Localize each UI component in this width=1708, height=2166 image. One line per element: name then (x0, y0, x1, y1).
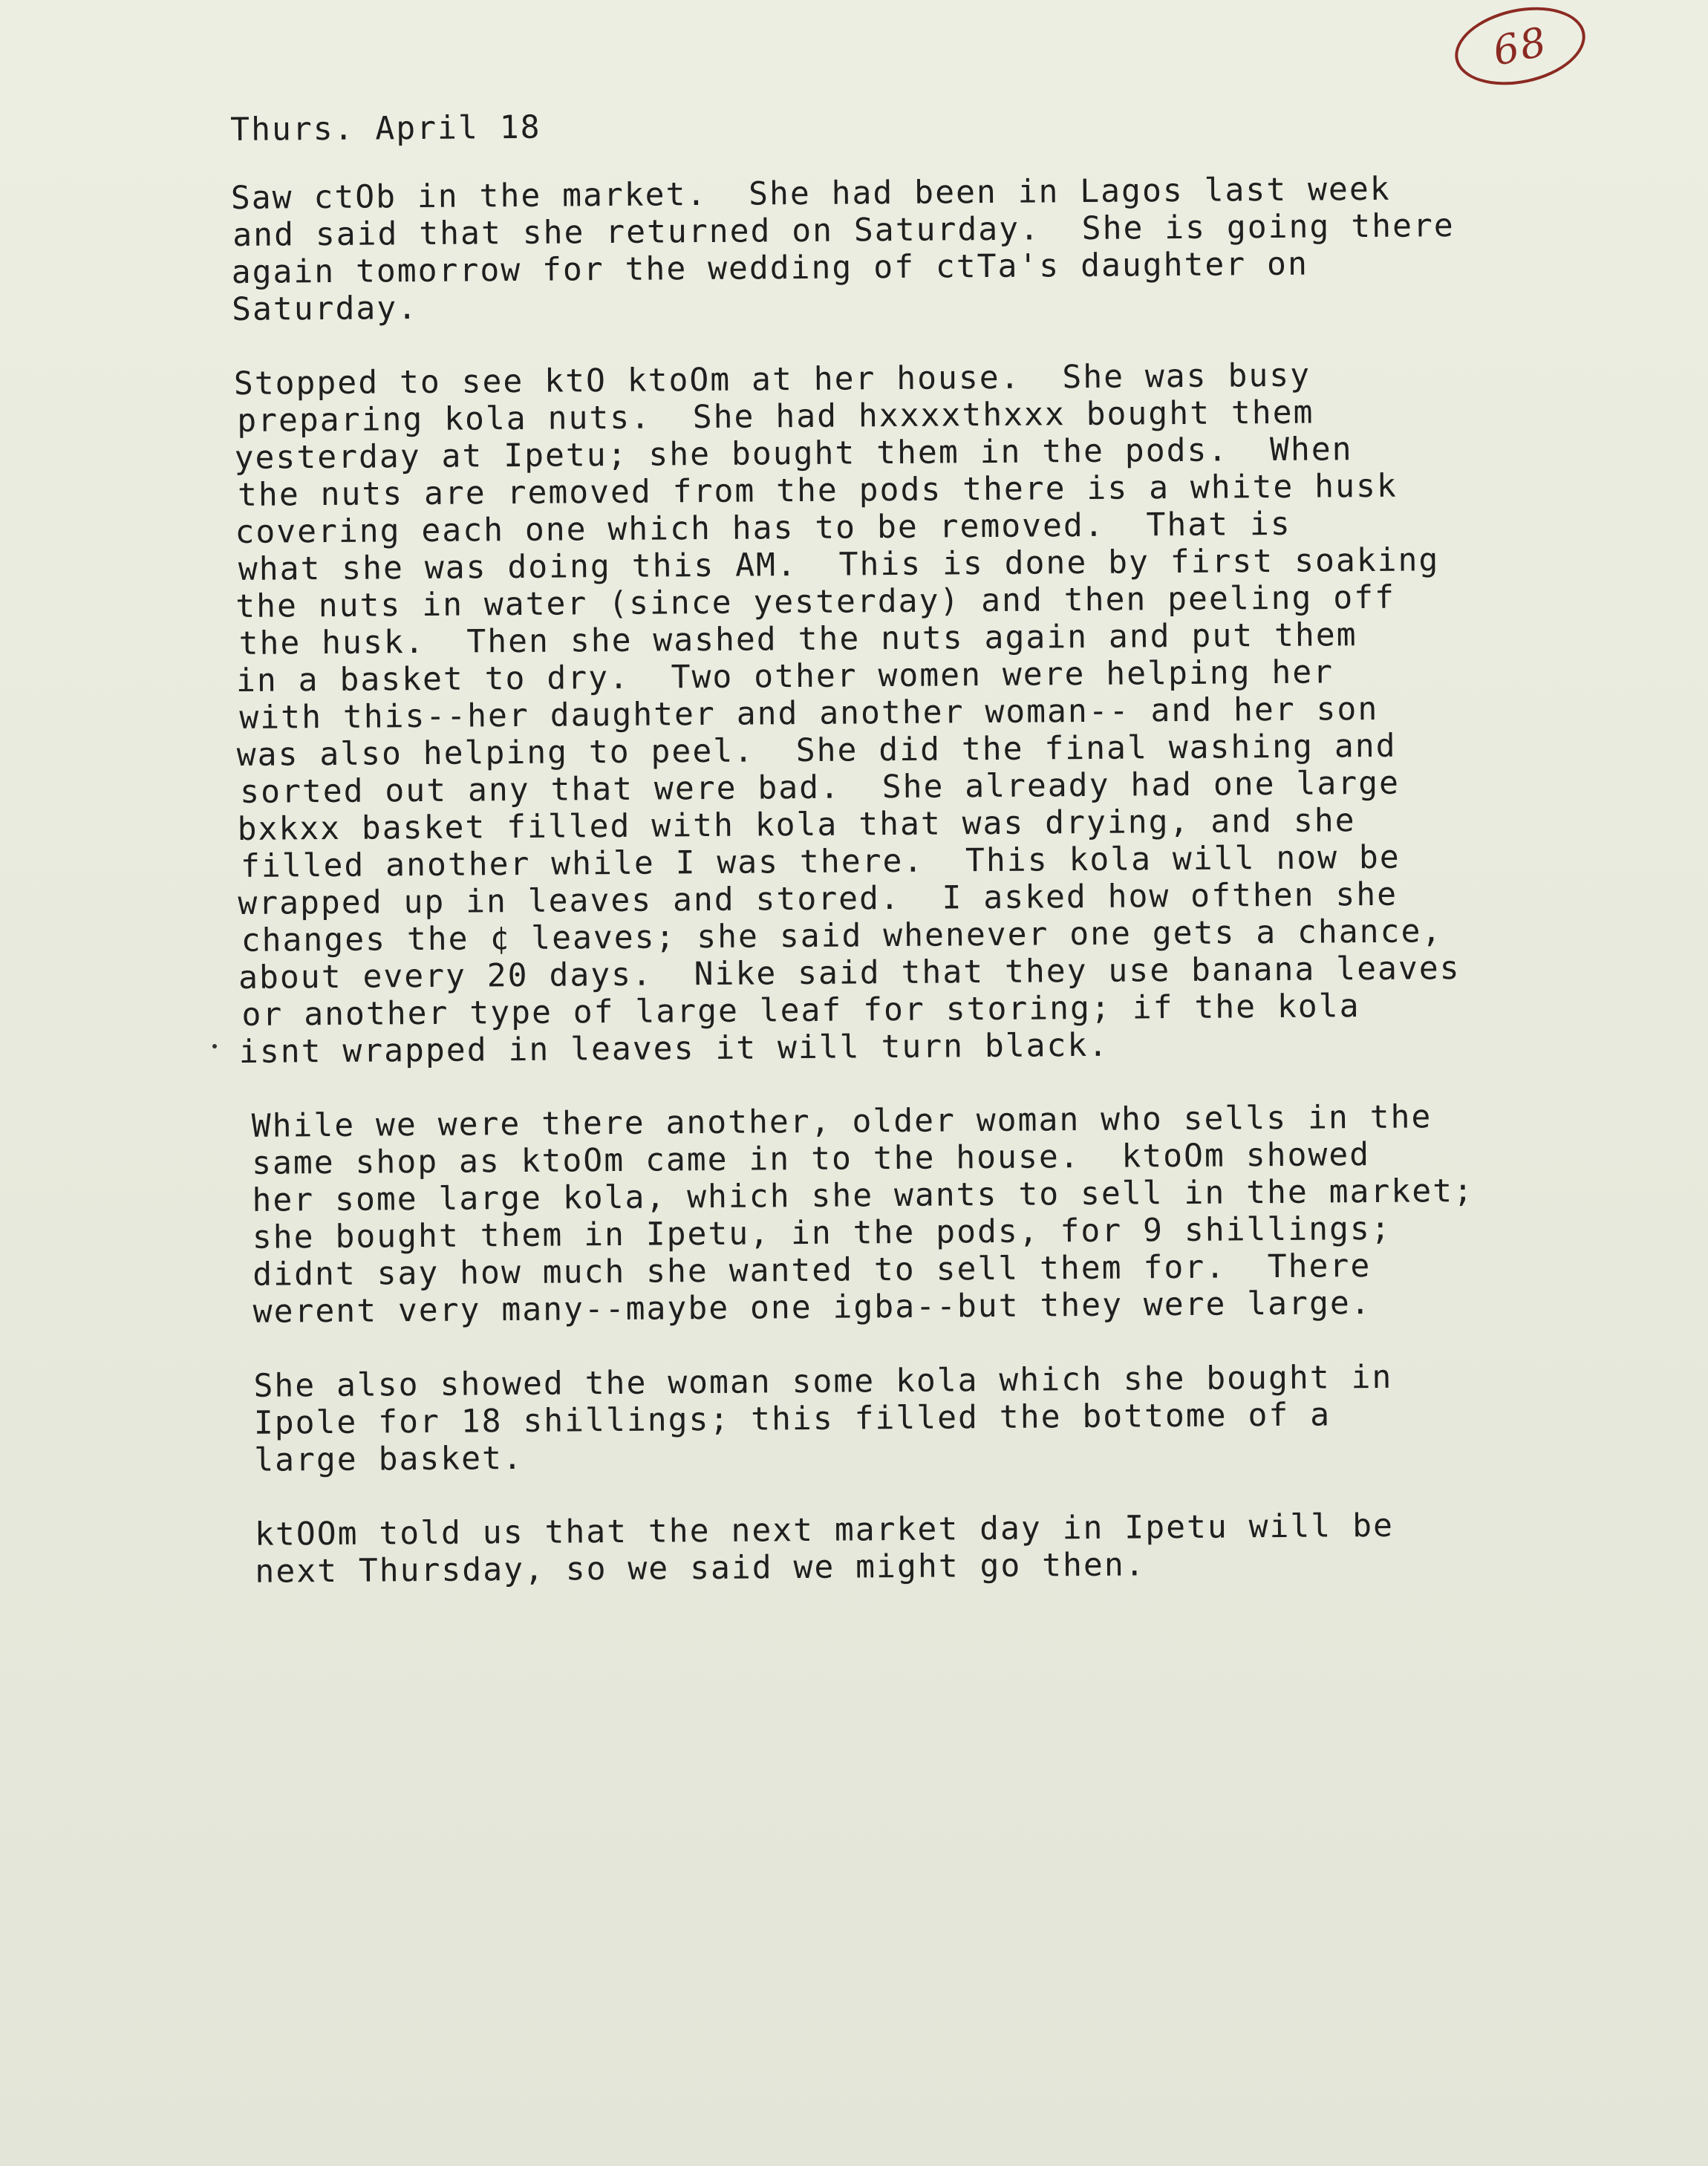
text-line: bxkxx basket filled with kola that was drying, and she (237, 802, 1356, 848)
text-line: was also helping to peel. She did the final washing and (236, 727, 1397, 774)
paragraph-4 (253, 1357, 1637, 1479)
text-line: wrapped up in leaves and stored. I asked how ofthen she (238, 875, 1398, 922)
text-line: her some large kola, which she wants to sell in the market; (252, 1172, 1475, 1219)
page-number: 68 (1488, 17, 1552, 75)
text-line: same shop as ktoOm came in to the house. ktoOm showed (251, 1135, 1371, 1182)
text-line: covering each one which has to be removed. That is (235, 505, 1291, 551)
text-line: isnt wrapped in leaves it will turn black. (238, 1026, 1109, 1071)
text-line: large basket. (254, 1439, 524, 1479)
text-line: While we were there another, older woman who sells in the (251, 1098, 1432, 1145)
text-line: Ipole for 18 shillings; this filled the bottome of a (253, 1396, 1331, 1442)
text-line: or another type of large leaf for storing; if the kola (241, 988, 1360, 1034)
text-line: didnt say how much she wanted to sell them for. There (252, 1247, 1372, 1294)
text-line: with this--her daughter and another woman-- and her son (239, 690, 1379, 737)
text-line: Saw ctOb in the market. She had been in Lagos last week (230, 170, 1391, 217)
text-line: ktOOm told us that the next market day in Ipetu will be (254, 1507, 1395, 1553)
text-line: the nuts in water (since yesterday) and then peeling off (235, 578, 1396, 625)
page-number-circle (1448, 0, 1593, 96)
text-line: the husk. Then she washed the nuts again and put them (238, 616, 1357, 662)
text-line: She also showed the woman some kola which she bought in (253, 1358, 1393, 1405)
typed-notes (230, 100, 1638, 1628)
text-line: what she was doing this AM. This is done by first soaking (238, 541, 1440, 588)
text-line: preparing kola nuts. She had hxxxxthxxx bought them (237, 394, 1314, 440)
text-line: next Thursday, so we said we might go then. (255, 1546, 1146, 1591)
stray-ink-dot (212, 1044, 217, 1048)
entry-date: Thurs. April 18 (230, 108, 541, 149)
paragraph-1 (231, 169, 1629, 328)
text-line: again tomorrow for the wedding of ctTa's daughter on (231, 245, 1309, 291)
text-line: yesterday at Ipetu; she bought them in the pods. When (234, 431, 1353, 477)
text-line: changes the ¢ leaves; she said whenever one gets a chance, (241, 913, 1443, 959)
text-line: the nuts are removed from the pods there is a white husk (237, 467, 1398, 514)
text-line: sorted out any that were bad. She already had one large (240, 764, 1401, 811)
text-line: filled another while I was there. This kola will now be (240, 838, 1401, 885)
text-line: she bought them in Ipetu, in the pods, for 9 shillings; (252, 1210, 1392, 1256)
text-line: Stopped to see ktO ktoOm at her house. She was busy (233, 356, 1311, 402)
text-line: and said that she returned on Saturday. She is going there (232, 207, 1455, 254)
text-line: Saturday. (231, 290, 419, 328)
text-line: about every 20 days. Nike said that they use banana leaves (238, 950, 1461, 996)
text-line: werent very many--maybe one igba--but they were large. (252, 1284, 1372, 1331)
paragraph-3 (252, 1097, 1636, 1331)
paragraph-2 (232, 354, 1634, 1071)
text-line: in a basket to dry. Two other women were helping her (235, 653, 1334, 699)
paragraph-5 (255, 1505, 1638, 1591)
